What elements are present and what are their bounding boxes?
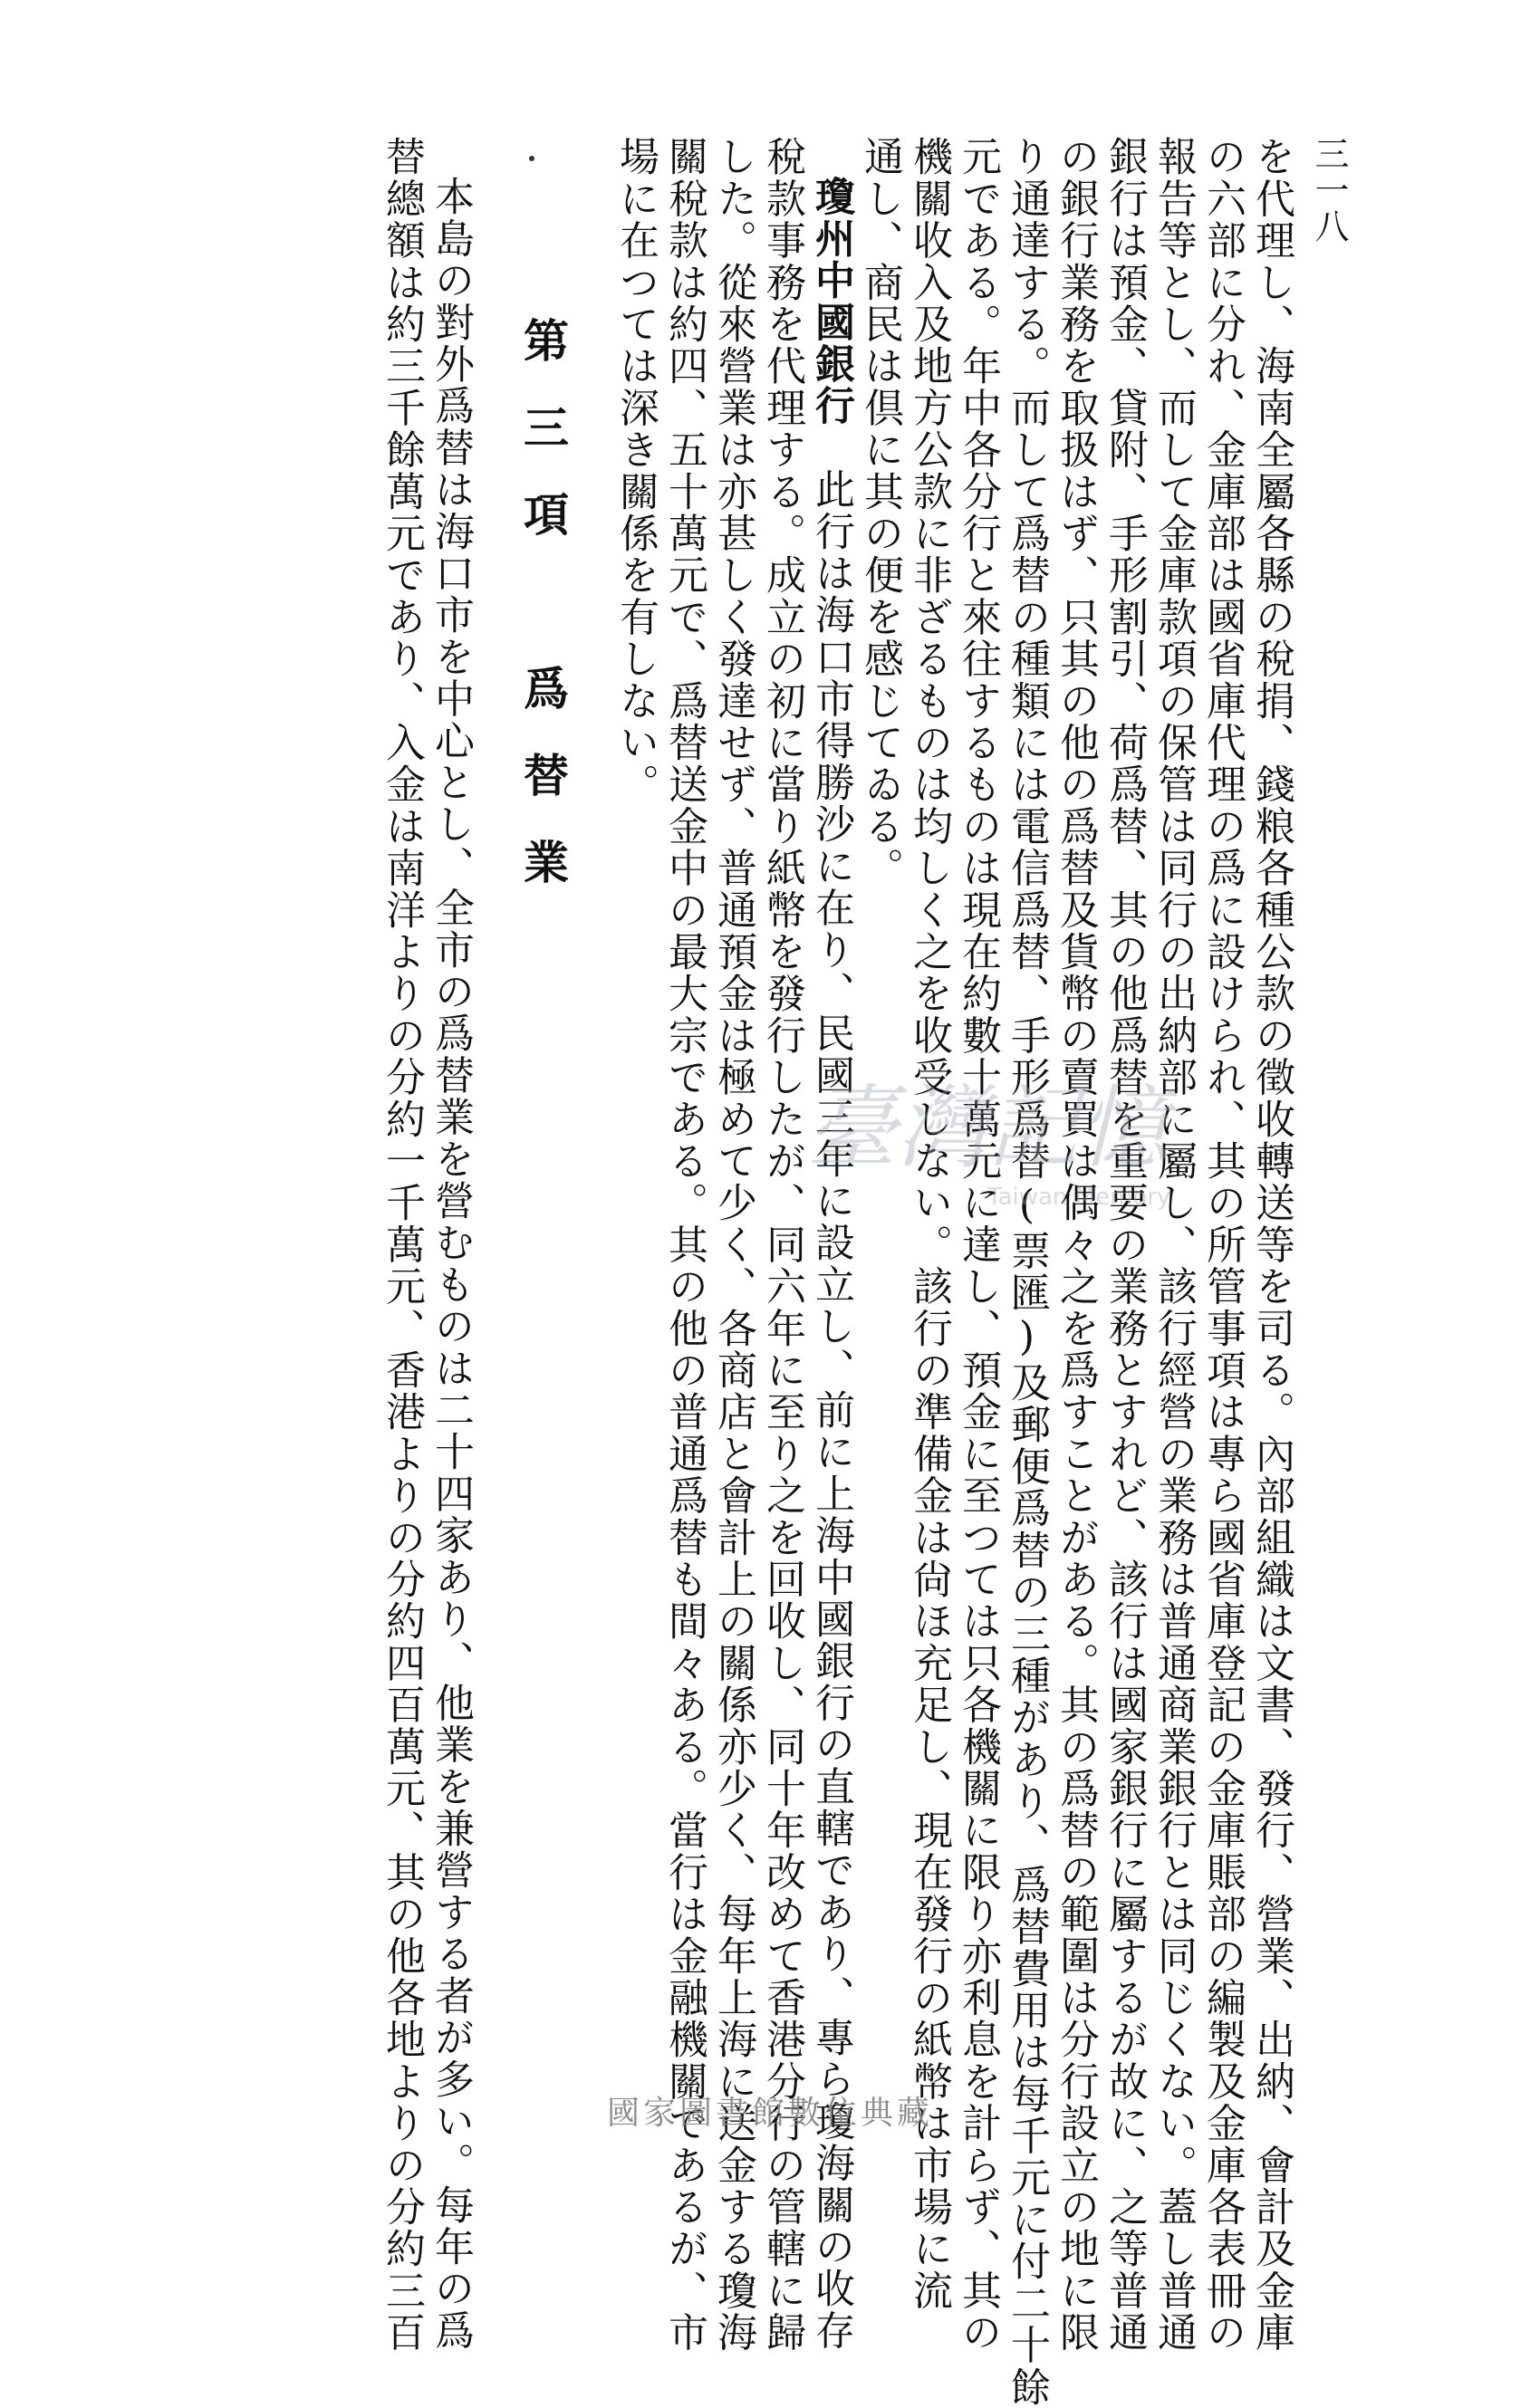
watermark-english: Taiwan Memory: [987, 1184, 1171, 1211]
text-line: 關稅款は約四、五十萬元で、爲替送金中の最大宗である。其の他の普通爲替も間々ある。當行は金融機關であるが、市: [661, 136, 707, 2354]
text-line: り通達する。而して爲替の種類には電信爲替、手形爲替(票匯)及郵便爲替の三種があり、爲替費用は每千元に付二十餘: [1004, 136, 1050, 2408]
text-line: の六部に分れ、金庫部は國省庫代理の爲に設けられ、其の所管事項は專ら國省庫登記の金庫賬部の編製及金庫各表冊の: [1199, 136, 1246, 2354]
text-line: 通し、商民は倶に其の便を感じてゐる。: [857, 136, 903, 889]
watermark-chinese: 臺灣記憶: [806, 1075, 1169, 1181]
paragraph-lead-title: 瓊州中國銀行: [808, 176, 854, 427]
text-line: 本島の對外爲替は海口市を中心とし、全市の爲替業を營むものは二十四家あり、他業を兼營する者が多い。每年の爲: [428, 176, 474, 2352]
text-line: 替總額は約三千餘萬元であり、入金は南洋よりの分約一千萬元、香港よりの分約四百萬元、其の他各地よりの分約三百: [379, 136, 425, 2354]
footer-credit: 國家圖書館數位典藏: [606, 2095, 933, 2132]
text-line: を代理し、海南全屬各縣の稅捐、錢粮各種公款の徵收轉送等を司る。內部組織は文書、發行、營業、出納、會計及金庫: [1248, 136, 1295, 2354]
text-line: 場に在つては深き關係を有しない。: [612, 136, 659, 806]
text-line: 機關收入及地方公款に非ざるものは均しく之を收受しない。該行の準備金は尙ほ充足し、現在發行の紙幣は市場に流: [906, 136, 952, 2312]
text-line: の銀行業務を取扱はず、只其の他の爲替及貨幣の賣買は偶々之を爲すことがある。其の爲替の範圍は分行設立の地に限: [1053, 136, 1099, 2354]
page-number: 三一八: [1309, 136, 1349, 245]
text-line: 報告等とし、而して金庫款項の保管は同行の出納部に屬し、該行經營の業務は普通商業銀行とは同じくない。蓋し普通: [1150, 136, 1197, 2354]
text-segment: 此行は海口市得勝沙に在り、民國三年に設立し、前に上海中國銀行の直轄であり、專ら瓊海關の收存: [808, 468, 854, 2352]
text-line: した。從來營業は亦甚しく發達せず、普通預金は極めて少く、各商店と會計上の關係亦少く、每年上海に送金する瓊海: [710, 136, 756, 2354]
text-line: 銀行は預金、貸附、手形割引、荷爲替、其の他爲替を重要の業務とすれど、該行は國家銀行に屬するが故に、之等普通: [1102, 136, 1148, 2354]
text-line: 元である。年中各分行と來往するものは現在約數十萬元に達し、預金に至つては只各機關に限り亦利息を計らず、其の: [955, 136, 1001, 2354]
section-heading: 第三項 爲替業: [516, 317, 570, 926]
taiwan-memory-watermark: [797, 1060, 1187, 1223]
text-line: 稅款事務を代理する。成立の初に當り紙幣を發行したが、同六年に至り之を回收し、同十年改めて香港分行の管轄に歸: [759, 136, 805, 2354]
